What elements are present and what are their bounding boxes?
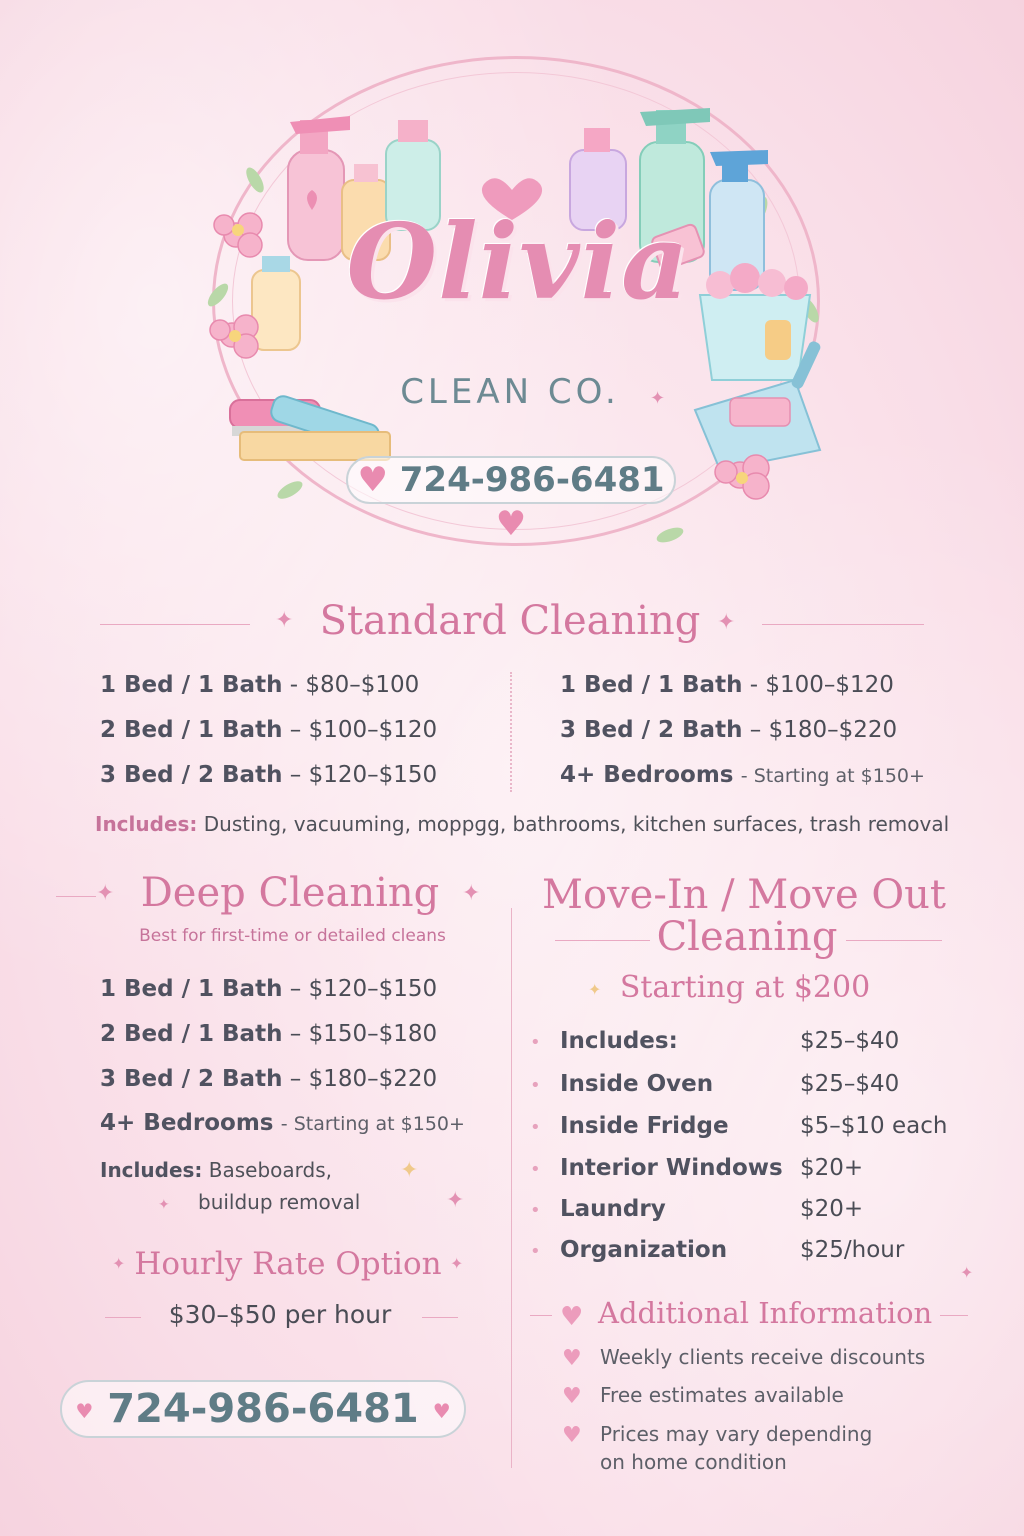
info-item: Weekly clients receive discounts <box>600 1345 926 1369</box>
heart-icon: ♥ <box>562 1384 582 1409</box>
price-row: 2 Bed / 1 Bath – $100–$120 <box>100 717 438 743</box>
contact-phone-number: 724-986-6481 <box>107 1386 419 1432</box>
sparkle-icon: ✦ <box>400 1158 419 1183</box>
logo-phone-number: 724-986-6481 <box>399 460 665 500</box>
deep-cleaning-subtitle: Best for first-time or detailed cleans <box>139 926 446 946</box>
heart-icon: ♥ <box>495 504 527 544</box>
sparkle-icon: ✦ <box>275 608 294 633</box>
sparkle-icon: ✦ <box>158 1197 170 1213</box>
info-item: Free estimates available <box>600 1383 844 1407</box>
heart-icon: ♥ <box>432 1399 451 1423</box>
price-row: 2 Bed / 1 Bath – $150–$180 <box>100 1021 438 1047</box>
divider-line <box>105 1317 141 1318</box>
sparkle-icon: ✦ <box>960 1263 974 1282</box>
move-starting-price: Starting at $200 <box>619 970 871 1005</box>
price-row: 3 Bed / 2 Bath – $180–$220 <box>100 1066 438 1092</box>
heart-icon: ♥ <box>562 1346 582 1371</box>
deep-includes: Includes: Baseboards, <box>100 1158 333 1182</box>
divider-line <box>100 624 250 625</box>
price-row: 1 Bed / 1 Bath - $80–$100 <box>100 672 420 698</box>
sparkle-icon: ✦ <box>650 388 666 409</box>
heart-icon: ♥ <box>75 1399 94 1423</box>
info-item: on home condition <box>600 1450 787 1474</box>
sparkle-icon: ✦ <box>446 1188 465 1213</box>
deep-includes-line2: buildup removal <box>198 1190 361 1214</box>
heart-icon: ♥ <box>560 1302 584 1332</box>
divider-line <box>940 1315 968 1316</box>
additional-info-title: Additional Information <box>598 1296 933 1330</box>
divider-line <box>530 1315 552 1316</box>
price-row: 4+ Bedrooms - Starting at $150+ <box>100 1110 465 1136</box>
price-row: 1 Bed / 1 Bath - $100–$120 <box>560 672 894 698</box>
glass-cleaner-icon <box>252 256 300 350</box>
divider-line <box>762 624 924 625</box>
brand-name: Olivia <box>346 200 690 323</box>
divider-line <box>422 1317 458 1318</box>
standard-includes: Includes: Dusting, vacuuming, moppɡg, bathrooms, kitchen surfaces, trash removal <box>95 812 950 836</box>
sparkle-icon: ✦ <box>450 1254 464 1273</box>
standard-cleaning-title: Standard Cleaning <box>319 598 701 644</box>
price-row: 3 Bed / 2 Bath – $120–$150 <box>100 762 438 788</box>
contact-phone-badge[interactable] <box>60 1380 466 1438</box>
flower-icon <box>214 213 262 257</box>
divider-line <box>56 896 96 897</box>
sparkle-icon: ✦ <box>112 1254 126 1273</box>
move-cleaning-title: Move-In / Move Out <box>542 872 946 918</box>
hourly-rate-value: $30–$50 per hour <box>168 1300 392 1329</box>
flower-icon <box>715 455 769 499</box>
price-row: 1 Bed / 1 Bath – $120–$150 <box>100 976 438 1002</box>
price-row: 3 Bed / 2 Bath – $180–$220 <box>560 717 898 743</box>
hourly-rate-title: Hourly Rate Option <box>134 1246 442 1282</box>
heart-icon: ♥ <box>357 460 388 500</box>
flower-icon <box>210 315 258 358</box>
price-row: 4+ Bedrooms - Starting at $150+ <box>560 762 925 788</box>
sparkle-icon: ✦ <box>717 610 736 635</box>
column-divider <box>511 908 512 1468</box>
logo-phone-badge[interactable] <box>346 456 676 544</box>
info-item: Prices may vary depending <box>600 1422 873 1446</box>
heart-icon: ♥ <box>562 1423 582 1448</box>
sparkle-icon: ✦ <box>588 980 602 999</box>
brand-subtitle: CLEAN CO. <box>400 372 620 412</box>
move-cleaning-title-line2: Cleaning <box>656 914 838 960</box>
divider-line <box>555 940 650 941</box>
deep-cleaning-title: Deep Cleaning <box>140 870 440 916</box>
sparkle-icon: ✦ <box>96 881 115 906</box>
divider-line <box>846 940 942 941</box>
sparkle-icon: ✦ <box>462 881 481 906</box>
column-divider <box>510 672 512 792</box>
